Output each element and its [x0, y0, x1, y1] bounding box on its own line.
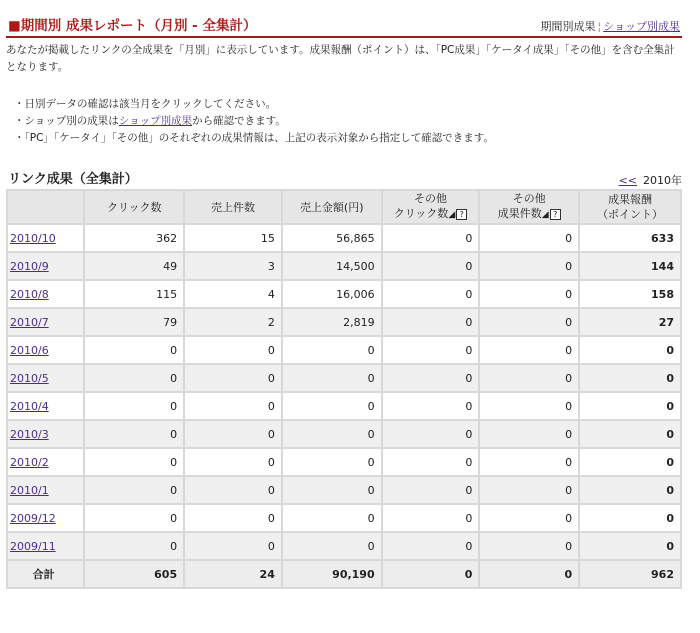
reward-cell: 0: [580, 393, 680, 419]
total-other-clicks-cell: 0: [383, 561, 479, 587]
note-shop-link[interactable]: ショップ別成果: [118, 115, 193, 127]
note-types: ・「PC」「ケータイ」「その他」のそれぞれの成果情報は、上記の表示対象から指定して確認できます。: [14, 132, 494, 144]
amount-cell: 0: [283, 393, 381, 419]
amount-cell: 16,006: [283, 281, 381, 307]
table-row: [8, 365, 680, 391]
month-cell: [8, 477, 83, 503]
month-cell: [8, 281, 83, 307]
table-row: [8, 337, 680, 363]
year-nav: [619, 172, 682, 188]
help-arrow-icon: ◢: [541, 210, 549, 220]
sales-cell: 0: [185, 393, 281, 419]
other-results-cell: 0: [480, 281, 578, 307]
month-cell: [8, 533, 83, 559]
other-clicks-cell: 0: [383, 421, 479, 447]
header-reward-line2: （ポイント）: [597, 208, 664, 221]
clicks-cell: 0: [85, 337, 183, 363]
sales-cell: 0: [185, 337, 281, 363]
clicks-cell: 115: [85, 281, 183, 307]
note-shop-suffix: から確認できます。: [192, 115, 286, 127]
other-clicks-cell: 0: [383, 533, 479, 559]
header-other-clicks-label: クリック数: [393, 207, 449, 220]
sales-cell: 4: [185, 281, 281, 307]
clicks-cell: 362: [85, 225, 183, 251]
other-clicks-cell: 0: [383, 309, 479, 335]
other-clicks-cell: 0: [383, 477, 479, 503]
table-row: [8, 253, 680, 279]
other-results-cell: 0: [480, 365, 578, 391]
header-clicks: クリック数: [85, 191, 183, 223]
page-title: ■期間別 成果レポート（月別 - 全集計）: [8, 18, 257, 34]
amount-cell: 0: [283, 365, 381, 391]
note-shop-prefix: ・ショップ別の成果は: [14, 115, 119, 127]
month-cell: [8, 505, 83, 531]
reward-cell: 0: [580, 533, 680, 559]
month-link[interactable]: 2010/4: [10, 399, 49, 413]
header-amount: 売上金額(円): [283, 191, 381, 223]
month-link[interactable]: 2009/11: [10, 539, 56, 553]
month-link[interactable]: 2010/5: [10, 371, 49, 385]
month-link[interactable]: 2010/8: [10, 287, 49, 301]
intro-text: あなたが掲載したリンクの全成果を「月別」に表示しています。成果報酬（ポイント）は、「PC成果」「ケータイ成果」「その他」を含む全集計となります。: [6, 44, 675, 73]
month-link[interactable]: 2010/7: [10, 315, 49, 329]
sales-cell: 15: [185, 225, 281, 251]
amount-cell: 0: [283, 505, 381, 531]
other-results-cell: 0: [480, 533, 578, 559]
amount-cell: 0: [283, 449, 381, 475]
amount-cell: 0: [283, 337, 381, 363]
other-results-cell: 0: [480, 477, 578, 503]
header-reward-line1: 成果報酬: [608, 193, 653, 206]
table-row: [8, 393, 680, 419]
month-link[interactable]: 2009/12: [10, 511, 56, 525]
total-label: 合計: [8, 561, 83, 587]
table-row: [8, 533, 680, 559]
amount-cell: 0: [283, 533, 381, 559]
header-other-results-line2: [482, 206, 576, 223]
month-link[interactable]: 2010/1: [10, 483, 49, 497]
total-row: [8, 561, 680, 587]
header-other-results-label: 成果件数: [497, 207, 542, 220]
header-sales: 売上件数: [185, 191, 281, 223]
month-link[interactable]: 2010/2: [10, 455, 49, 469]
month-cell: [8, 253, 83, 279]
total-sales-cell: 24: [185, 561, 281, 587]
prev-year-link[interactable]: <<: [618, 174, 637, 187]
header-other-results-line1: その他: [512, 192, 546, 205]
reward-cell: 0: [580, 477, 680, 503]
total-clicks-cell: 605: [85, 561, 183, 587]
month-cell: [8, 225, 83, 251]
header-month: [8, 191, 83, 223]
reward-cell: 0: [580, 505, 680, 531]
clicks-cell: 49: [85, 253, 183, 279]
amount-cell: 0: [283, 477, 381, 503]
help-arrow-icon: ◢: [448, 210, 456, 220]
clicks-cell: 0: [85, 477, 183, 503]
clicks-cell: 0: [85, 393, 183, 419]
month-link[interactable]: 2010/3: [10, 427, 49, 441]
note-daily: ・日別データの確認は該当月をクリックしてください。: [14, 98, 277, 110]
month-link[interactable]: 2010/9: [10, 259, 49, 273]
month-cell: [8, 309, 83, 335]
other-clicks-cell: 0: [383, 505, 479, 531]
reward-cell: 27: [580, 309, 680, 335]
table-row: [8, 225, 680, 251]
reward-cell: 144: [580, 253, 680, 279]
nav-shop-link[interactable]: ショップ別成果: [603, 20, 680, 33]
table-row: [8, 449, 680, 475]
sales-cell: 0: [185, 533, 281, 559]
reward-cell: 0: [580, 421, 680, 447]
sales-cell: 3: [185, 253, 281, 279]
note-shop: [14, 113, 674, 130]
amount-cell: 14,500: [283, 253, 381, 279]
report-nav: [541, 18, 681, 34]
help-icon[interactable]: ?: [456, 209, 467, 220]
header-reward: [580, 191, 680, 223]
header-other-clicks-line2: [385, 206, 477, 223]
other-clicks-cell: 0: [383, 365, 479, 391]
total-other-results-cell: 0: [480, 561, 578, 587]
table-row: [8, 505, 680, 531]
monthly-report-table: [6, 189, 682, 589]
table-row: [8, 309, 680, 335]
amount-cell: 2,819: [283, 309, 381, 335]
other-results-cell: 0: [480, 225, 578, 251]
table-row: [8, 421, 680, 447]
table-row: [8, 281, 680, 307]
clicks-cell: 0: [85, 533, 183, 559]
other-results-cell: 0: [480, 253, 578, 279]
reward-cell: 0: [580, 337, 680, 363]
amount-cell: 0: [283, 421, 381, 447]
sales-cell: 0: [185, 505, 281, 531]
other-results-cell: 0: [480, 337, 578, 363]
total-reward-cell: 962: [580, 561, 680, 587]
other-results-cell: 0: [480, 421, 578, 447]
sales-cell: 0: [185, 449, 281, 475]
clicks-cell: 0: [85, 505, 183, 531]
reward-cell: 158: [580, 281, 680, 307]
sales-cell: 0: [185, 477, 281, 503]
month-link[interactable]: 2010/10: [10, 231, 56, 245]
month-cell: [8, 337, 83, 363]
notes-list: [14, 96, 674, 147]
other-clicks-cell: 0: [383, 449, 479, 475]
reward-cell: 633: [580, 225, 680, 251]
other-clicks-cell: 0: [383, 253, 479, 279]
other-results-cell: 0: [480, 309, 578, 335]
other-results-cell: 0: [480, 393, 578, 419]
month-cell: [8, 365, 83, 391]
other-results-cell: 0: [480, 505, 578, 531]
other-results-cell: 0: [480, 449, 578, 475]
reward-cell: 0: [580, 449, 680, 475]
year-label: 2010年: [643, 174, 682, 187]
other-clicks-cell: 0: [383, 225, 479, 251]
section-title: リンク成果（全集計）: [8, 172, 138, 187]
nav-current-period: 期間別成果: [540, 20, 596, 33]
help-icon[interactable]: ?: [550, 209, 561, 220]
total-amount-cell: 90,190: [283, 561, 381, 587]
amount-cell: 56,865: [283, 225, 381, 251]
page-header: [6, 14, 682, 38]
month-cell: [8, 393, 83, 419]
clicks-cell: 79: [85, 309, 183, 335]
clicks-cell: 0: [85, 421, 183, 447]
sales-cell: 2: [185, 309, 281, 335]
other-clicks-cell: 0: [383, 337, 479, 363]
sales-cell: 0: [185, 365, 281, 391]
other-clicks-cell: 0: [383, 393, 479, 419]
header-other-clicks: [383, 191, 479, 223]
other-clicks-cell: 0: [383, 281, 479, 307]
table-header-row: [8, 191, 680, 223]
nav-separator: ¦: [597, 20, 602, 33]
table-row: [8, 477, 680, 503]
header-other-results: [480, 191, 578, 223]
header-other-clicks-line1: その他: [413, 192, 447, 205]
month-cell: [8, 421, 83, 447]
clicks-cell: 0: [85, 365, 183, 391]
month-cell: [8, 449, 83, 475]
sales-cell: 0: [185, 421, 281, 447]
table-body: [8, 225, 680, 587]
month-link[interactable]: 2010/6: [10, 343, 49, 357]
clicks-cell: 0: [85, 449, 183, 475]
reward-cell: 0: [580, 365, 680, 391]
